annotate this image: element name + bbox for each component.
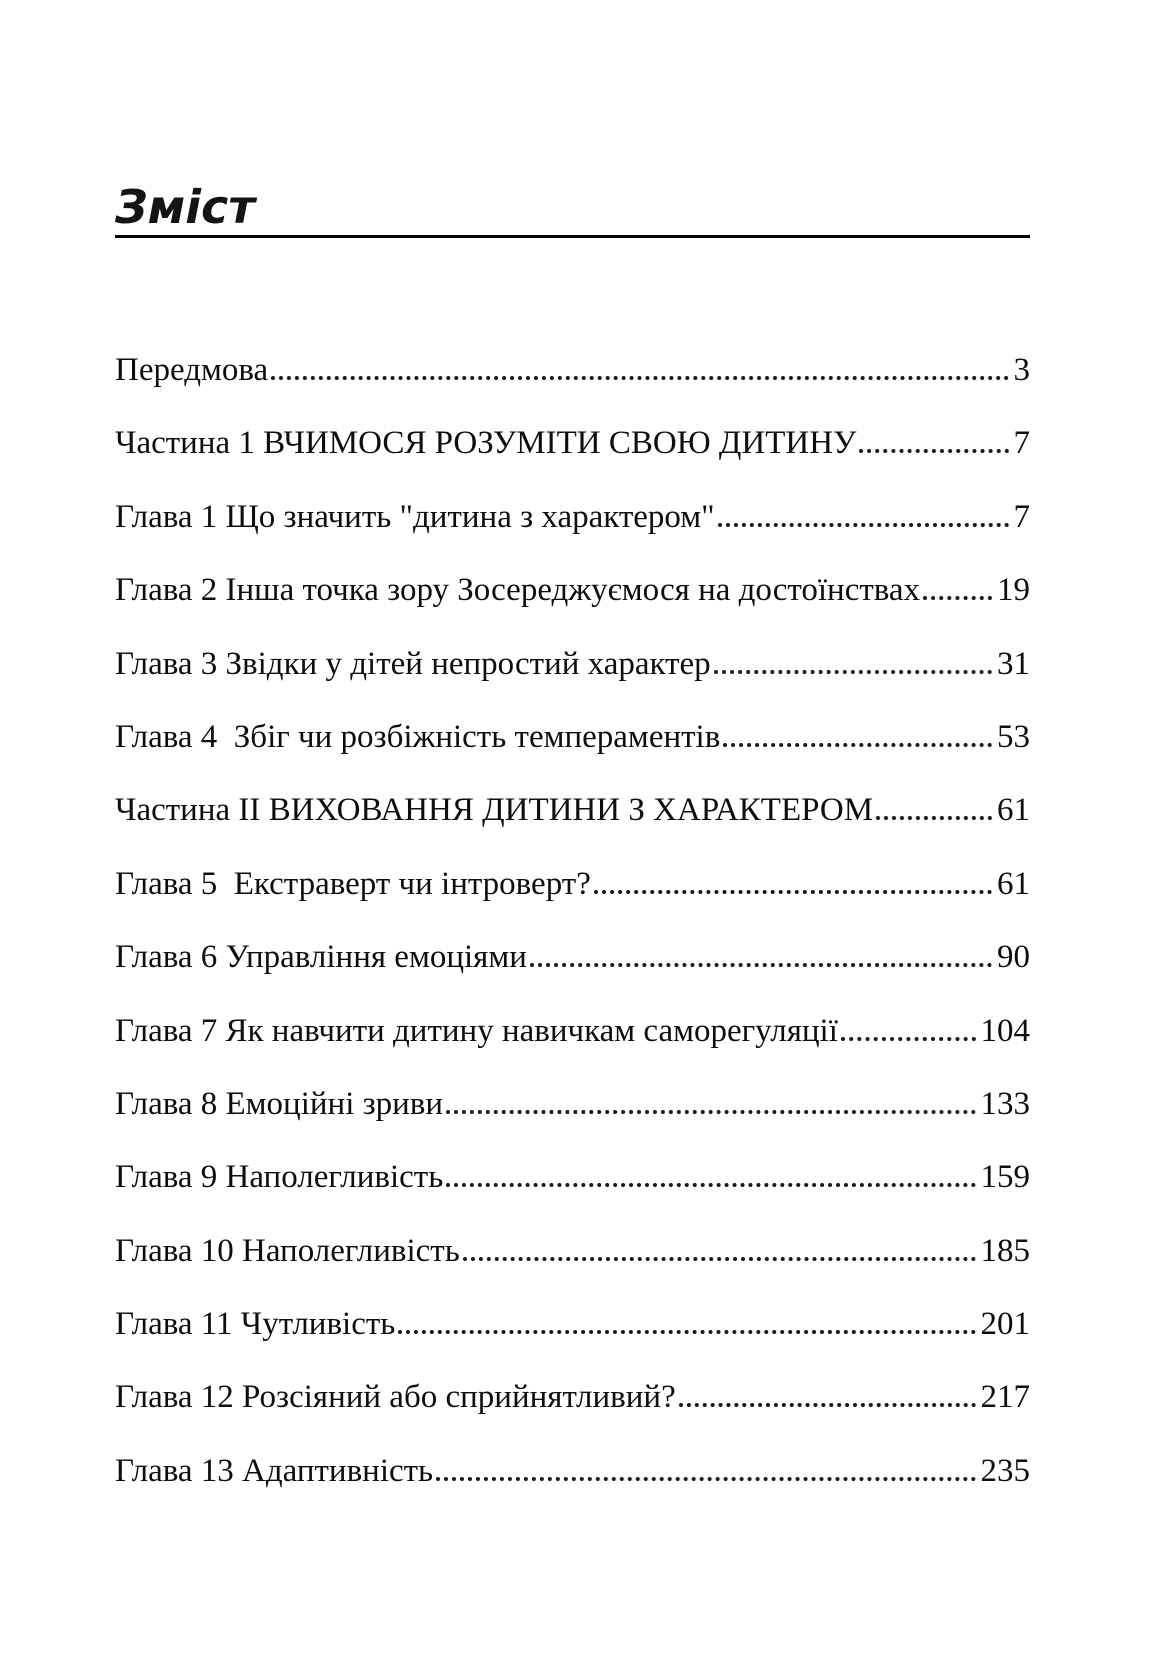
toc-entry-page: 7 (1013, 498, 1030, 535)
toc-entry (115, 921, 1030, 994)
toc-entry-page: 31 (997, 645, 1030, 682)
toc-entry-page: 19 (997, 572, 1030, 609)
toc-entry-label: Глава 6 Управління емоціями (115, 939, 527, 976)
toc-entry-label: Глава 9 Наполегливість (115, 1159, 444, 1196)
toc-entry (115, 554, 1030, 627)
toc-entry-page: 7 (1013, 425, 1030, 462)
toc-entry (115, 407, 1030, 480)
toc-entry-page: 90 (997, 939, 1030, 976)
toc-entry-page: 61 (997, 865, 1030, 902)
toc-entry (115, 701, 1030, 774)
toc-entry (115, 334, 1030, 407)
toc-entry (115, 1215, 1030, 1288)
toc-entry-page: 104 (980, 1012, 1030, 1049)
leader-dots-icon (859, 449, 1008, 453)
leader-dots-icon (436, 1477, 975, 1481)
toc-entry-page: 3 (1013, 352, 1030, 388)
toc-entry-label: Глава 11 Чутливість (115, 1306, 396, 1343)
toc-entry (115, 1141, 1030, 1214)
toc-entry-page: 61 (997, 792, 1030, 829)
toc-entry-label: Передмова (115, 352, 269, 388)
toc-entry-label: Глава 7 Як навчити дитину навичкам саморегуляції (115, 1012, 838, 1049)
leader-dots-icon (271, 376, 1008, 380)
toc-entry-label: Глава 8 Емоційні зриви (115, 1085, 444, 1122)
leader-dots-icon (841, 1037, 976, 1041)
toc-entry-label: Глава 4 Збіг чи розбіжність темпераментів (115, 718, 721, 755)
toc-entry-label: Частина ІІ ВИХОВАННЯ ДИТИНИ З ХАРАКТЕРОМ (115, 792, 874, 829)
toc-entry (115, 1068, 1030, 1141)
toc-entry-label: Частина 1 ВЧИМОСЯ РОЗУМІТИ СВОЮ ДИТИНУ (115, 425, 857, 462)
toc-entry (115, 481, 1030, 554)
leader-dots-icon (530, 963, 992, 967)
toc-entry (115, 1288, 1030, 1361)
toc-entry-label: Глава 12 Розсіяний або сприйнятливий? (115, 1379, 676, 1416)
toc-entry-label: Глава 5 Екстраверт чи інтроверт? (115, 865, 591, 902)
leader-dots-icon (718, 523, 1009, 527)
toc-entry-page: 185 (980, 1232, 1030, 1269)
toc-entry-page: 133 (980, 1085, 1030, 1122)
toc-entry-label: Глава 10 Наполегливість (115, 1232, 460, 1269)
toc-entry-label: Глава 13 Адаптивність (115, 1452, 434, 1489)
toc-entry (115, 848, 1030, 921)
toc-entry-page: 201 (980, 1306, 1030, 1343)
toc-list (115, 334, 1030, 1508)
leader-dots-icon (463, 1257, 976, 1261)
toc-entry-label: Глава 3 Звідки у дітей непростий характер (115, 645, 711, 682)
toc-entry (115, 1435, 1030, 1508)
leader-dots-icon (876, 816, 992, 820)
toc-entry-page: 235 (980, 1452, 1030, 1489)
toc-entry-page: 53 (997, 718, 1030, 755)
leader-dots-icon (398, 1330, 975, 1334)
toc-entry (115, 1361, 1030, 1434)
leader-dots-icon (679, 1403, 976, 1407)
toc-entry (115, 628, 1030, 701)
toc-entry-label: Глава 1 Що значить "дитина з характером" (115, 498, 715, 535)
title-divider (115, 235, 1030, 238)
leader-dots-icon (923, 596, 992, 600)
toc-entry-page: 217 (980, 1379, 1030, 1416)
leader-dots-icon (714, 670, 992, 674)
toc-entry (115, 774, 1030, 847)
toc-entry-label: Глава 2 Інша точка зору Зосереджуємося на достоїнствах (115, 572, 921, 609)
leader-dots-icon (594, 890, 992, 894)
leader-dots-icon (446, 1110, 975, 1114)
page-title: Зміст (115, 180, 255, 234)
toc-entry (115, 995, 1030, 1068)
leader-dots-icon (723, 743, 992, 747)
leader-dots-icon (446, 1183, 975, 1187)
toc-entry-page: 159 (980, 1159, 1030, 1196)
